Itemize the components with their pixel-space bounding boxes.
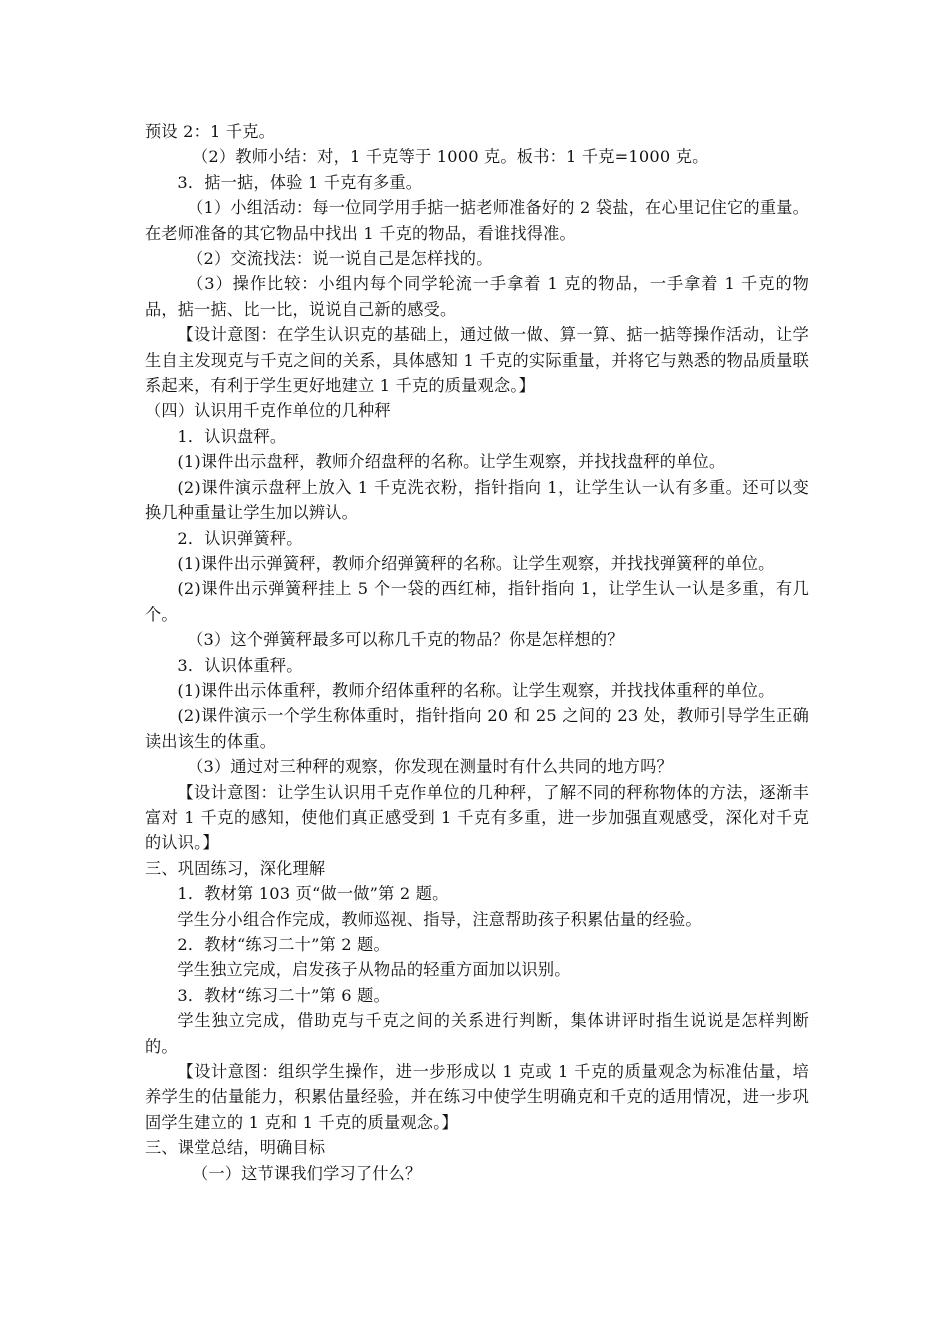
paragraph: （1）小组活动：每一位同学用手掂一掂老师准备好的 2 袋盐，在心里记住它的重量。在老师准备的其它物品中找出 1 千克的物品，看谁找得准。 [145,198,809,243]
section-heading: 三、课堂总结，明确目标 [145,1138,326,1158]
paragraph: 学生独立完成，借助克与千克之间的关系进行判断，集体讲评时指生说说是怎样判断的。 [145,1011,809,1056]
paragraph: （2）教师小结：对，1 千克等于 1000 克。板书：1 千克=1000 克。 [191,147,709,167]
paragraph: 2．教材“练习二十”第 2 题。 [177,935,390,954]
paragraph: 学生独立完成，启发孩子从物品的轻重方面加以识别。 [177,960,571,980]
document-body [145,119,809,1186]
paragraph: (2)课件演示盘秤上放入 1 千克洗衣粉，指针指向 1，让学生认一认有多重。还可以变换几种重量让学生加以辨认。 [145,477,809,523]
paragraph: 1．教材第 103 页“做一做”第 2 题。 [177,884,449,904]
section-heading: 三、巩固练习，深化理解 [145,858,326,878]
paragraph: 3．教材“练习二十”第 6 题。 [177,985,390,1005]
paragraph: （2）交流找法：说一说自己是怎样找的。 [187,249,493,269]
paragraph: 学生分小组合作完成，教师巡视、指导，注意帮助孩子积累估量的经验。 [177,909,702,929]
paragraph: （3）通过对三种秤的观察，你发现在测量时有什么共同的地方吗？ [187,757,673,777]
design-intent-note: 【设计意图：组织学生操作，进一步形成以 1 克或 1 千克的质量观念为标准估量，培养学生的估量能力，积累估量经验，并在练习中使学生明确克和千克的适用情况，进一步巩固学生建立的 1 克和 1 千克的质量观念。】 [145,1062,809,1132]
design-intent-note: 【设计意图：让学生认识用千克作单位的几种秤，了解不同的秤称物体的方法，逐渐丰富对 1 千克的感知，使他们真正感受到 1 千克有多重，进一步加强直观感受，深化对千克的认识。】 [145,782,809,853]
paragraph: (1)课件出示盘秤，教师介绍盘秤的名称。让学生观察，并找找盘秤的单位。 [177,452,726,472]
design-intent-note: 【设计意图：在学生认识克的基础上，通过做一做、算一算、掂一掂等操作活动，让学生自主发现克与千克之间的关系，具体感知 1 千克的实际重量，并将它与熟悉的物品质量联系起来，有利于学生更好地建立 1 千克的质量观念。】 [145,325,809,396]
paragraph: （3）这个弹簧秤最多可以称几千克的物品？你是怎样想的？ [187,630,624,650]
paragraph: 预设 2：1 千克。 [145,122,276,141]
paragraph: (2)课件演示一个学生称体重时，指针指向 20 和 25 之间的 23 处，教师引导学生正确读出该生的体重。 [145,706,809,751]
paragraph: (1)课件出示体重秤，教师介绍体重秤的名称。让学生观察，并找找体重秤的单位。 [177,680,775,700]
paragraph: 3．掂一掂，体验 1 千克有多重。 [177,172,423,192]
paragraph: 3．认识体重秤。 [177,655,303,675]
paragraph: （3）操作比较：小组内每个同学轮流一手拿着 1 克的物品，一手拿着 1 千克的物品，掂一掂、比一比，说说自己新的感受。 [145,274,809,319]
paragraph: (1)课件出示弹簧秤，教师介绍弹簧秤的名称。让学生观察，并找找弹簧秤的单位。 [177,553,775,573]
paragraph: （一）这节课我们学习了什么？ [191,1163,422,1183]
section-heading: （四）认识用千克作单位的几种秤 [145,401,391,421]
paragraph: 1．认识盘秤。 [177,426,287,446]
paragraph: 2．认识弹簧秤。 [177,528,303,548]
paragraph: (2)课件出示弹簧秤挂上 5 个一袋的西红柿，指针指向 1，让学生认一认是多重，有几个。 [145,579,809,624]
